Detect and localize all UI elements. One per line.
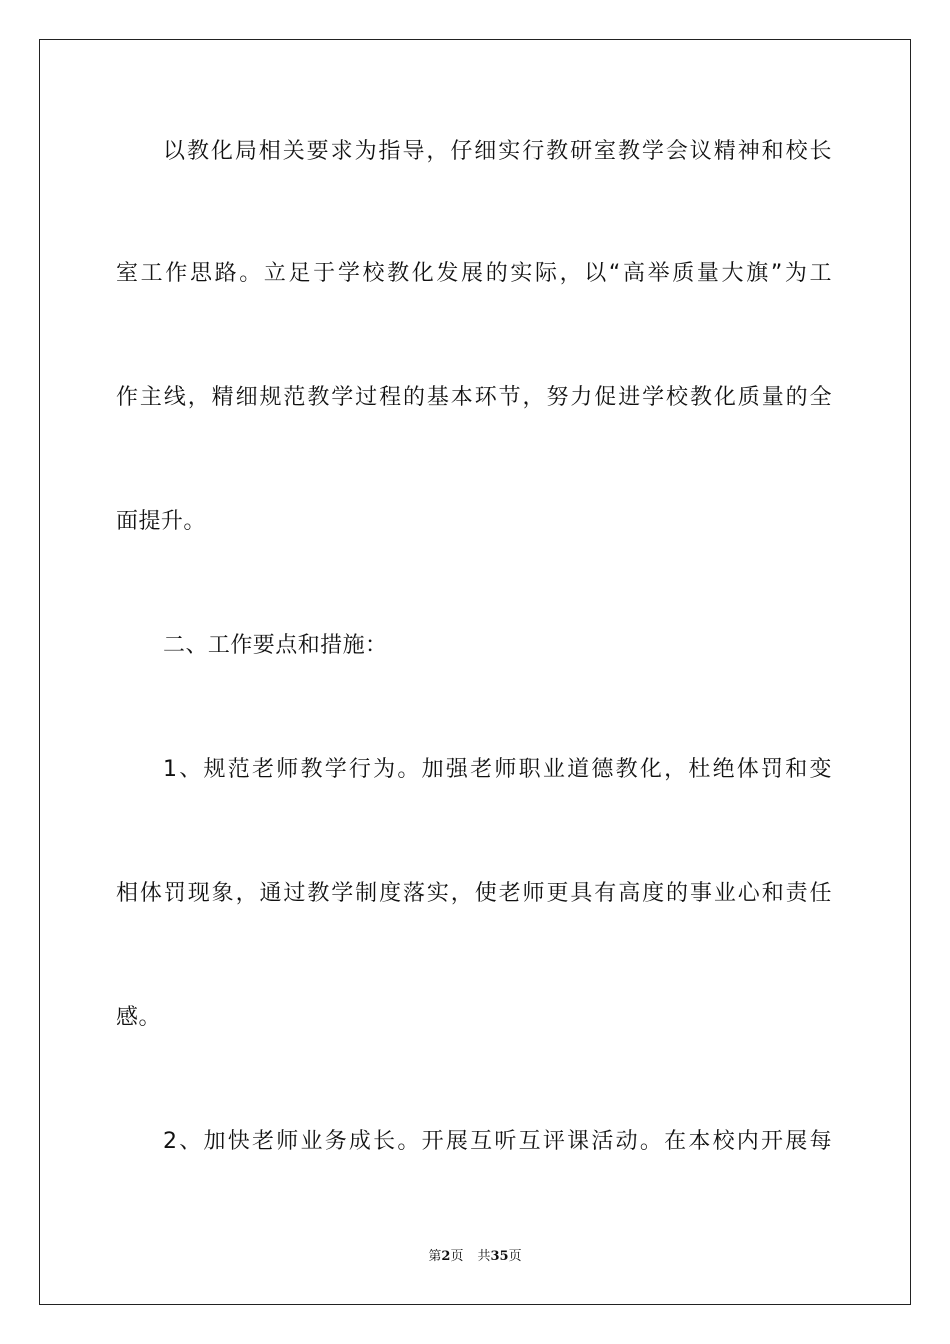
item-1-line-1: 1、规范老师教学行为。加强老师职业道德教化，杜绝体罚和变 bbox=[163, 757, 832, 782]
paragraph-line-2: 室工作思路。立足于学校教化发展的实际，以“高举质量大旗”为工 bbox=[116, 261, 832, 286]
section-heading: 二、工作要点和措施： bbox=[163, 633, 388, 658]
total-label-prefix: 共 bbox=[477, 1249, 491, 1264]
page-footer bbox=[0, 1248, 950, 1266]
total-page-number: 35 bbox=[490, 1249, 509, 1264]
current-page-number: 2 bbox=[441, 1249, 451, 1264]
item-1-line-3: 感。 bbox=[116, 1005, 161, 1030]
paragraph-line-1: 以教化局相关要求为指导，仔细实行教研室教学会议精神和校长 bbox=[163, 139, 832, 164]
page-label-prefix: 第 bbox=[428, 1249, 442, 1264]
paragraph-line-4: 面提升。 bbox=[116, 509, 206, 534]
item-2-line-1: 2、加快老师业务成长。开展互听互评课活动。在本校内开展每 bbox=[163, 1129, 832, 1154]
total-label-suffix: 页 bbox=[508, 1249, 522, 1264]
paragraph-line-3: 作主线，精细规范教学过程的基本环节，努力促进学校教化质量的全 bbox=[116, 385, 832, 410]
page-border bbox=[39, 39, 911, 1305]
page-label-suffix: 页 bbox=[450, 1249, 464, 1264]
item-1-line-2: 相体罚现象，通过教学制度落实，使老师更具有高度的事业心和责任 bbox=[116, 881, 832, 906]
